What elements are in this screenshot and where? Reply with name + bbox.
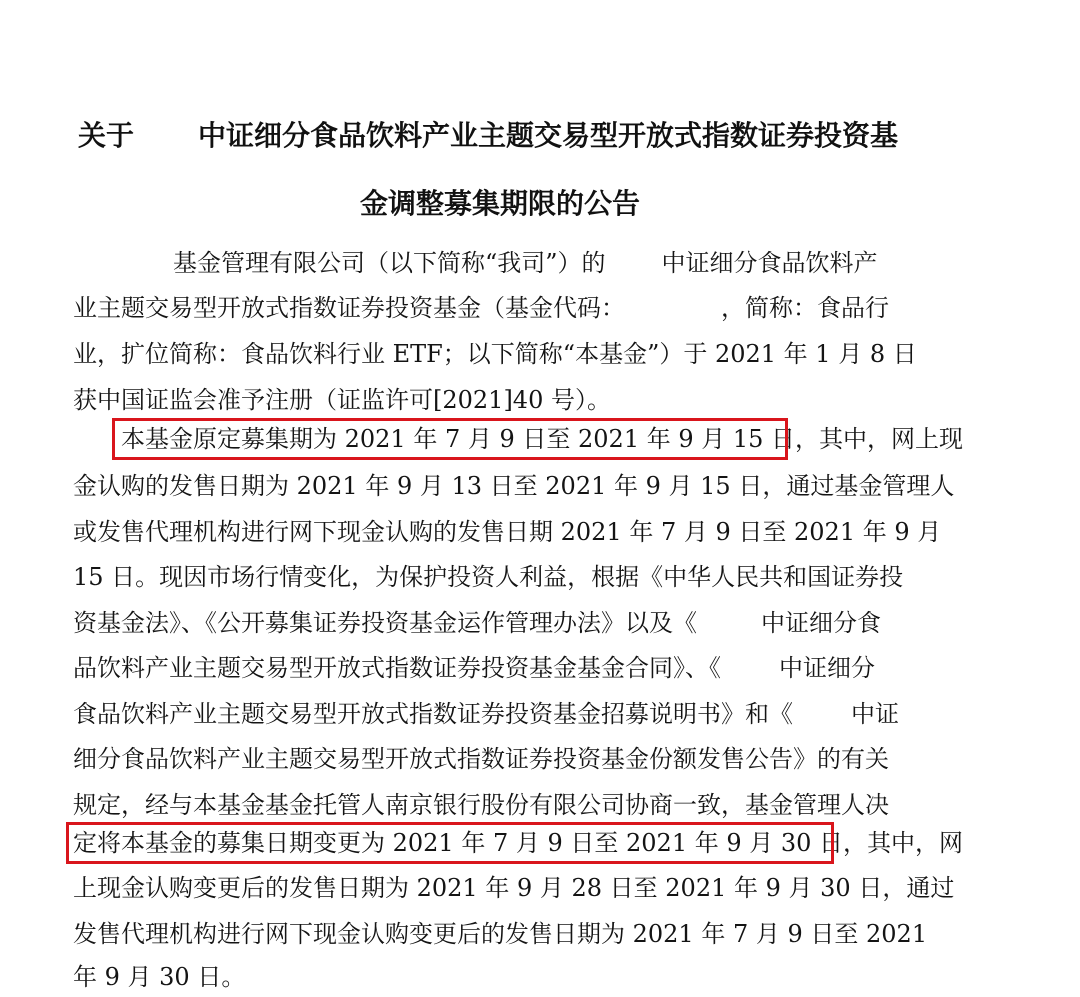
body-line: 本基金原定募集期为 2021 年 7 月 9 日至 2021 年 9 月 15 日，其中，网上现: [121, 425, 964, 453]
body-line: 年 9 月 30 日。: [73, 963, 246, 991]
body-line: 15 日。现因市场行情变化，为保护投资人利益，根据《中华人民共和国证券投: [73, 563, 904, 591]
body-line: 规定，经与本基金基金托管人南京银行股份有限公司协商一致，基金管理人决: [73, 791, 889, 819]
body-line: 发售代理机构进行网下现金认购变更后的发售日期为 2021 年 7 月 9 日至 2021: [73, 920, 928, 948]
body-line: 食品饮料产业主题交易型开放式指数证券投资基金招募说明书》和《 中证: [73, 700, 899, 728]
body-line: 业主题交易型开放式指数证券投资基金（基金代码： ，简称：食品行: [73, 294, 889, 322]
body-line: 业，扩位简称：食品饮料行业 ETF；以下简称“本基金”）于 2021 年 1 月 8 日: [73, 340, 917, 368]
body-line: 或发售代理机构进行网下现金认购的发售日期 2021 年 7 月 9 日至 2021 年 9 月: [73, 518, 942, 546]
title-prefix: 关于: [78, 119, 135, 152]
body-line: 基金管理有限公司（以下简称“我司”）的 中证细分食品饮料产: [173, 249, 878, 277]
body-line: 资基金法》、《公开募集证券投资基金运作管理办法》以及《 中证细分食: [73, 609, 881, 637]
highlighted-new-period: 定将本基金的募集日期变更为 2021 年 7 月 9 日至 2021 年 9 月 30 日，: [73, 829, 868, 857]
body-line: 获中国证监会准予注册（证监许可[2021]40 号）。: [73, 386, 611, 414]
body-line: 品饮料产业主题交易型开放式指数证券投资基金基金合同》、《 中证细分: [73, 654, 875, 682]
announcement-title-line-1: [78, 116, 898, 156]
announcement-title-line-2: 金调整募集期限的公告: [360, 187, 641, 220]
body-line: 上现金认购变更后的发售日期为 2021 年 9 月 28 日至 2021 年 9 月 30 日，通过: [73, 874, 955, 902]
title-main: 中证细分食品饮料产业主题交易型开放式指数证券投资基: [198, 119, 899, 152]
highlighted-original-period: 本基金原定募集期为 2021 年 7 月 9 日至 2021 年 9 月 15 日，: [121, 425, 820, 453]
body-line: 定将本基金的募集日期变更为 2021 年 7 月 9 日至 2021 年 9 月 30 日，其中，网: [73, 829, 964, 857]
body-line: 细分食品饮料产业主题交易型开放式指数证券投资基金份额发售公告》的有关: [73, 745, 889, 773]
body-line: 金认购的发售日期为 2021 年 9 月 13 日至 2021 年 9 月 15 日，通过基金管理人: [73, 472, 955, 500]
